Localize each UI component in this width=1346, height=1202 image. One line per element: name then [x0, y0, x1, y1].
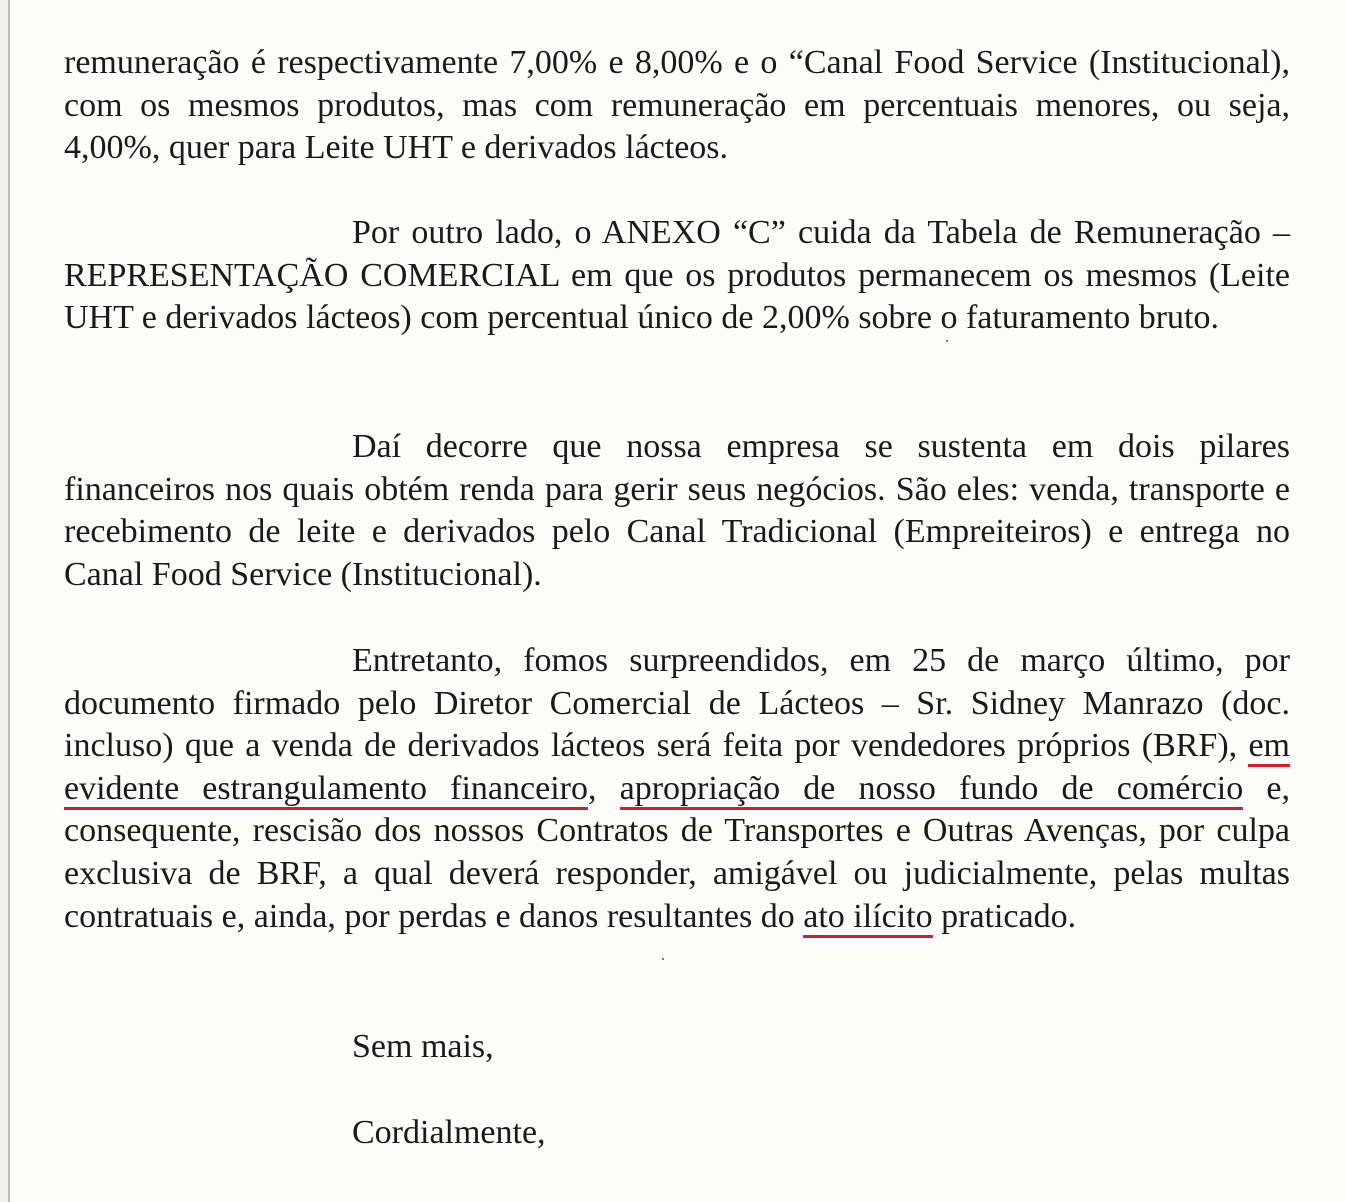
underlined-phrase-financial-strangulation: em evidente estrangulamento financeiro	[64, 727, 1290, 810]
underlined-phrase-illicit-act: ato ilícito	[803, 898, 932, 938]
scan-edge-shade	[0, 0, 8, 1202]
paragraph-1	[64, 42, 1290, 170]
paragraph-3-text: Daí decorre que nossa empresa se sustenta em dois pilares financeiros nos quais obtém renda para gerir seus negócios. São eles: venda, transporte e recebimento de leite e derivados pelo Canal Tradicional (Empreiteiros) e entrega no Canal Food Service (Institucional).	[64, 428, 1290, 593]
scan-speck	[662, 958, 664, 960]
paragraph-2	[64, 212, 1290, 340]
scan-speck	[946, 340, 948, 342]
underlined-phrase-appropriation: apropriação de nosso fundo de comércio	[620, 770, 1244, 810]
closing-sem-mais: Sem mais,	[352, 1028, 494, 1065]
scan-edge-line	[8, 0, 10, 1202]
paragraph-4-part-2: ,	[587, 769, 620, 807]
closing-cordialmente: Cordialmente,	[352, 1114, 546, 1151]
paragraph-4-part-4: praticado.	[932, 897, 1077, 935]
paragraph-4	[64, 640, 1290, 938]
paragraph-4-part-1: Entretanto, fomos surpreendidos, em 25 de março último, por documento firmado pelo Diretor Comercial de Lácteos – Sr. Sidney Manrazo (doc. incluso) que a venda de derivados lácteos será feita por vendedores próprios (BRF),	[64, 642, 1290, 765]
paragraph-4-text	[64, 640, 1290, 938]
paragraph-4-part-3: e, consequente, rescisão dos nossos Contratos de Transportes e Outras Avenças, por culpa exclusiva de BRF, a qual deverá responder, amigável ou judicialmente, pelas multas contratuais e, ainda, por perdas e danos resultantes do	[64, 769, 1291, 935]
paragraph-3	[64, 426, 1290, 596]
paragraph-1-text: remuneração é respectivamente 7,00% e 8,00% e o “Canal Food Service (Institucional), com os mesmos produtos, mas com remuneração em percentuais menores, ou seja, 4,00%, quer para Leite UHT e derivados lácteos.	[64, 44, 1290, 167]
paragraph-2-text: Por outro lado, o ANEXO “C” cuida da Tabela de Remuneração – REPRESENTAÇÃO COMERCIAL em que os produtos permanecem os mesmos (Leite UHT e derivados lácteos) com percentual único de 2,00% sobre o faturamento bruto.	[64, 214, 1290, 337]
